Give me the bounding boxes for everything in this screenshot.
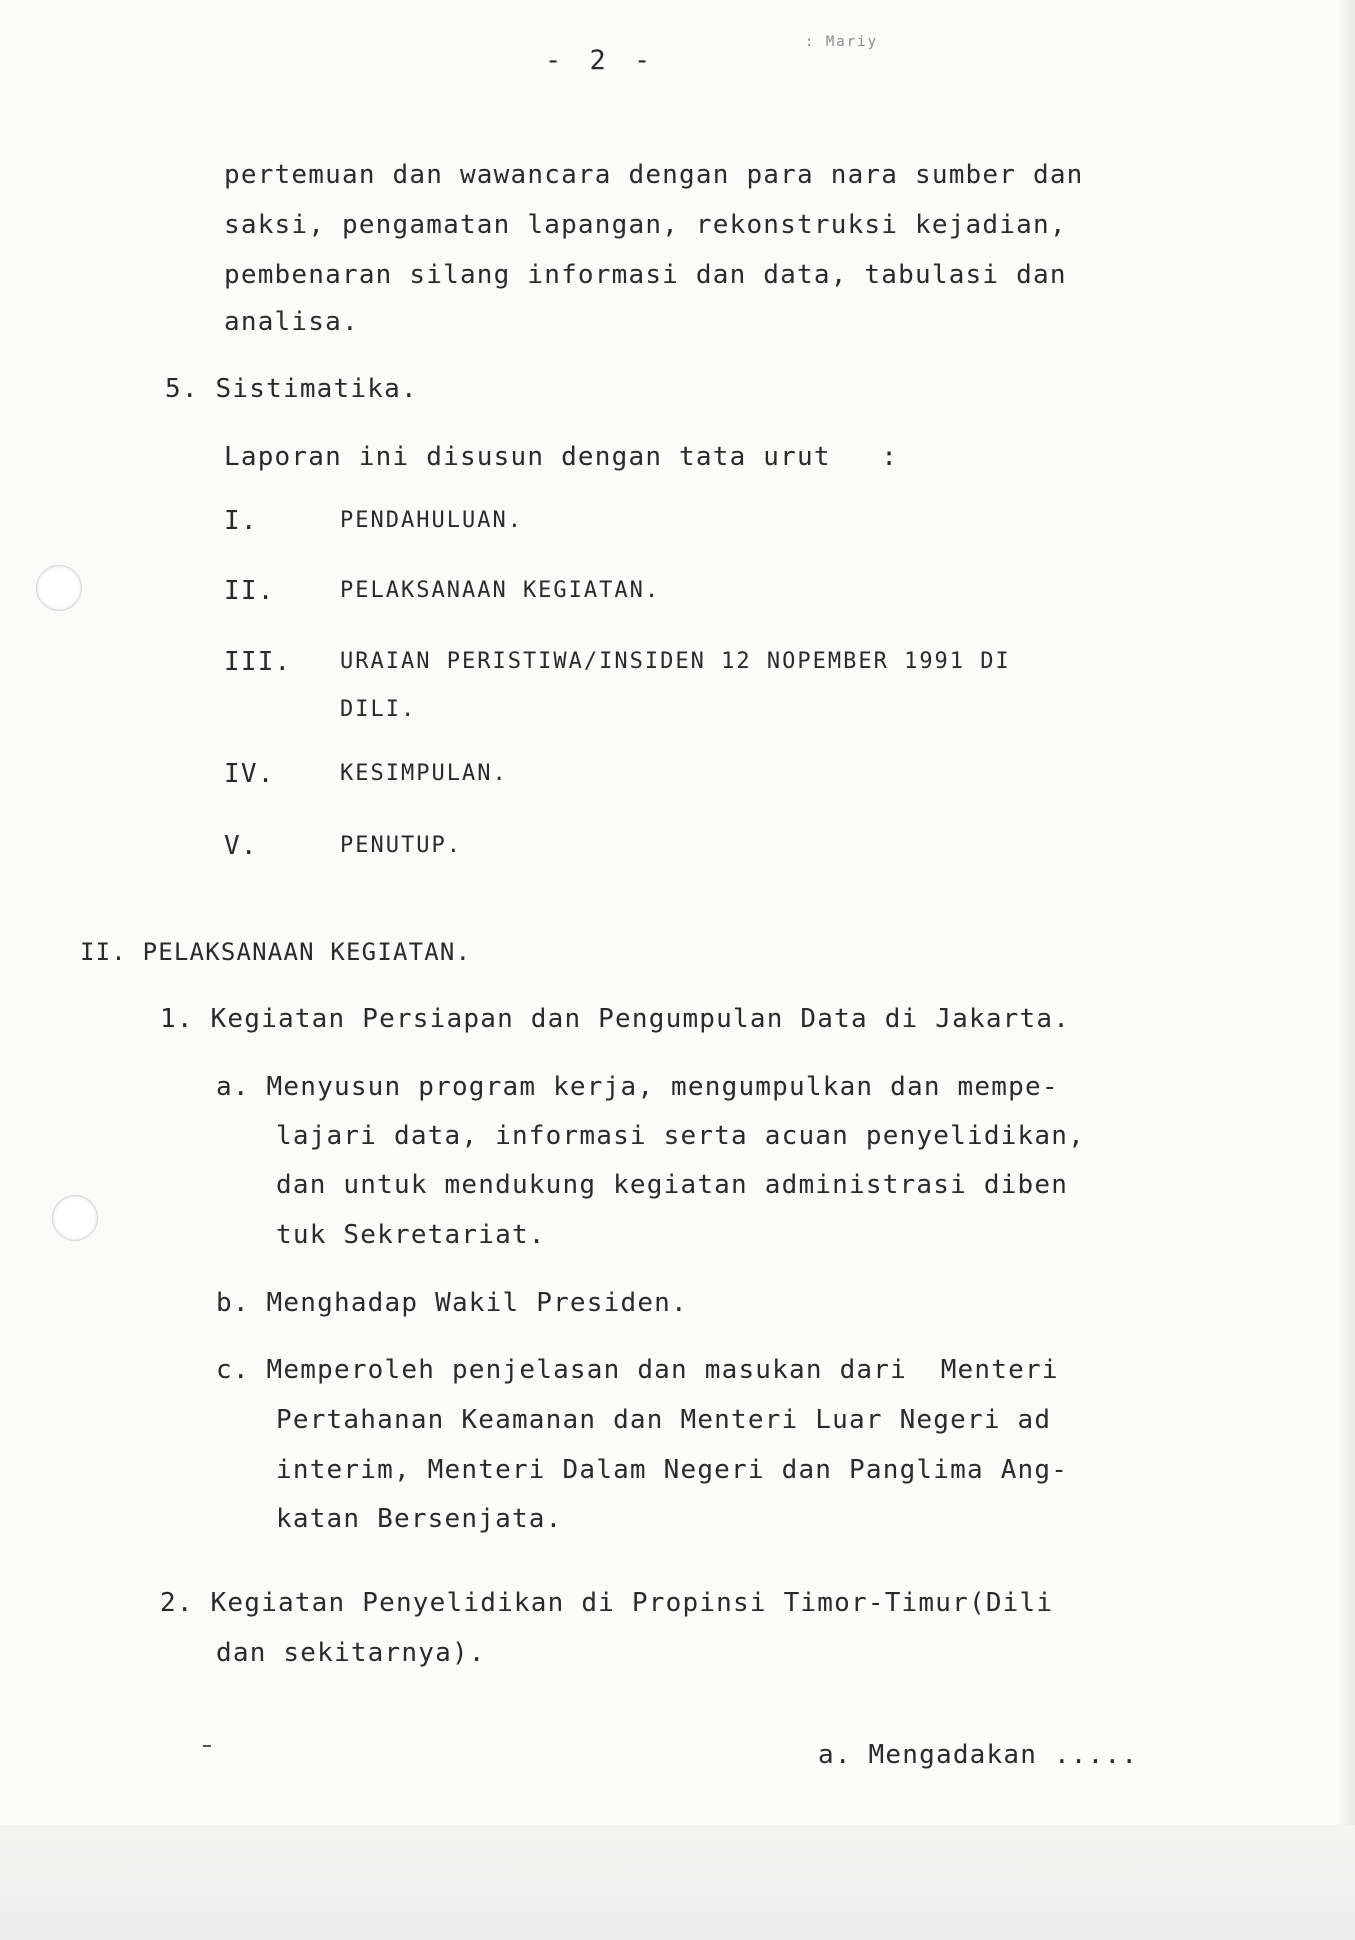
corner-stamp: : Mariy — [805, 34, 879, 50]
scan-mark — [203, 1745, 211, 1747]
paragraph-line-3: pembenaran silang informasi dan data, tabulasi dan — [224, 260, 1067, 290]
punch-hole-top — [36, 565, 82, 611]
page-edge-shadow — [1337, 0, 1355, 1940]
section5-heading: 5. Sistimatika. — [165, 374, 418, 404]
scan-bottom-shade — [0, 1825, 1355, 1940]
sub-c-line-1: c. Memperoleh penjelasan dan masukan dari Menteri — [216, 1355, 1059, 1385]
paragraph-line-4: analisa. — [224, 307, 359, 337]
chapter2-item2-line-2: dan sekitarnya). — [216, 1638, 486, 1668]
sub-b: b. Menghadap Wakil Presiden. — [216, 1288, 688, 1318]
toc-text-1: PENDAHULUAN. — [340, 508, 523, 533]
toc-num-2: II. — [224, 576, 275, 606]
sub-a-line-4: tuk Sekretariat. — [276, 1220, 546, 1250]
sub-c-line-3: interim, Menteri Dalam Negeri dan Panglima Ang- — [276, 1455, 1069, 1485]
toc-text-3: URAIAN PERISTIWA/INSIDEN 12 NOPEMBER 1991 DI — [340, 649, 1011, 674]
page-number: - 2 - — [545, 45, 657, 76]
chapter2-heading: II. PELAKSANAAN KEGIATAN. — [80, 938, 472, 966]
toc-num-5: V. — [224, 831, 258, 861]
toc-text-5: PENUTUP. — [340, 833, 462, 858]
paragraph-line-1: pertemuan dan wawancara dengan para nara sumber dan — [224, 160, 1084, 190]
toc-text-2: PELAKSANAAN KEGIATAN. — [340, 578, 661, 603]
toc-text-3-cont: DILI. — [340, 697, 417, 722]
sub-a-line-2: lajari data, informasi serta acuan penyelidikan, — [276, 1121, 1085, 1151]
sub-a-line-3: dan untuk mendukung kegiatan administrasi diben — [276, 1170, 1069, 1200]
continuation-catchword: a. Mengadakan ..... — [818, 1740, 1139, 1770]
section5-intro: Laporan ini disusun dengan tata urut : — [224, 442, 899, 472]
sub-c-line-4: katan Bersenjata. — [276, 1504, 563, 1534]
toc-num-4: IV. — [224, 759, 275, 789]
toc-num-1: I. — [224, 506, 258, 536]
toc-num-3: III. — [224, 647, 292, 677]
punch-hole-bottom — [52, 1195, 98, 1241]
chapter2-item1: 1. Kegiatan Persiapan dan Pengumpulan Data di Jakarta. — [160, 1004, 1071, 1034]
toc-text-4: KESIMPULAN. — [340, 761, 508, 786]
sub-a-line-1: a. Menyusun program kerja, mengumpulkan dan mempe- — [216, 1072, 1059, 1102]
chapter2-item2-line-1: 2. Kegiatan Penyelidikan di Propinsi Timor-Timur(Dili — [160, 1588, 1054, 1618]
sub-c-line-2: Pertahanan Keamanan dan Menteri Luar Negeri ad — [276, 1405, 1052, 1435]
paragraph-line-2: saksi, pengamatan lapangan, rekonstruksi kejadian, — [224, 210, 1067, 240]
